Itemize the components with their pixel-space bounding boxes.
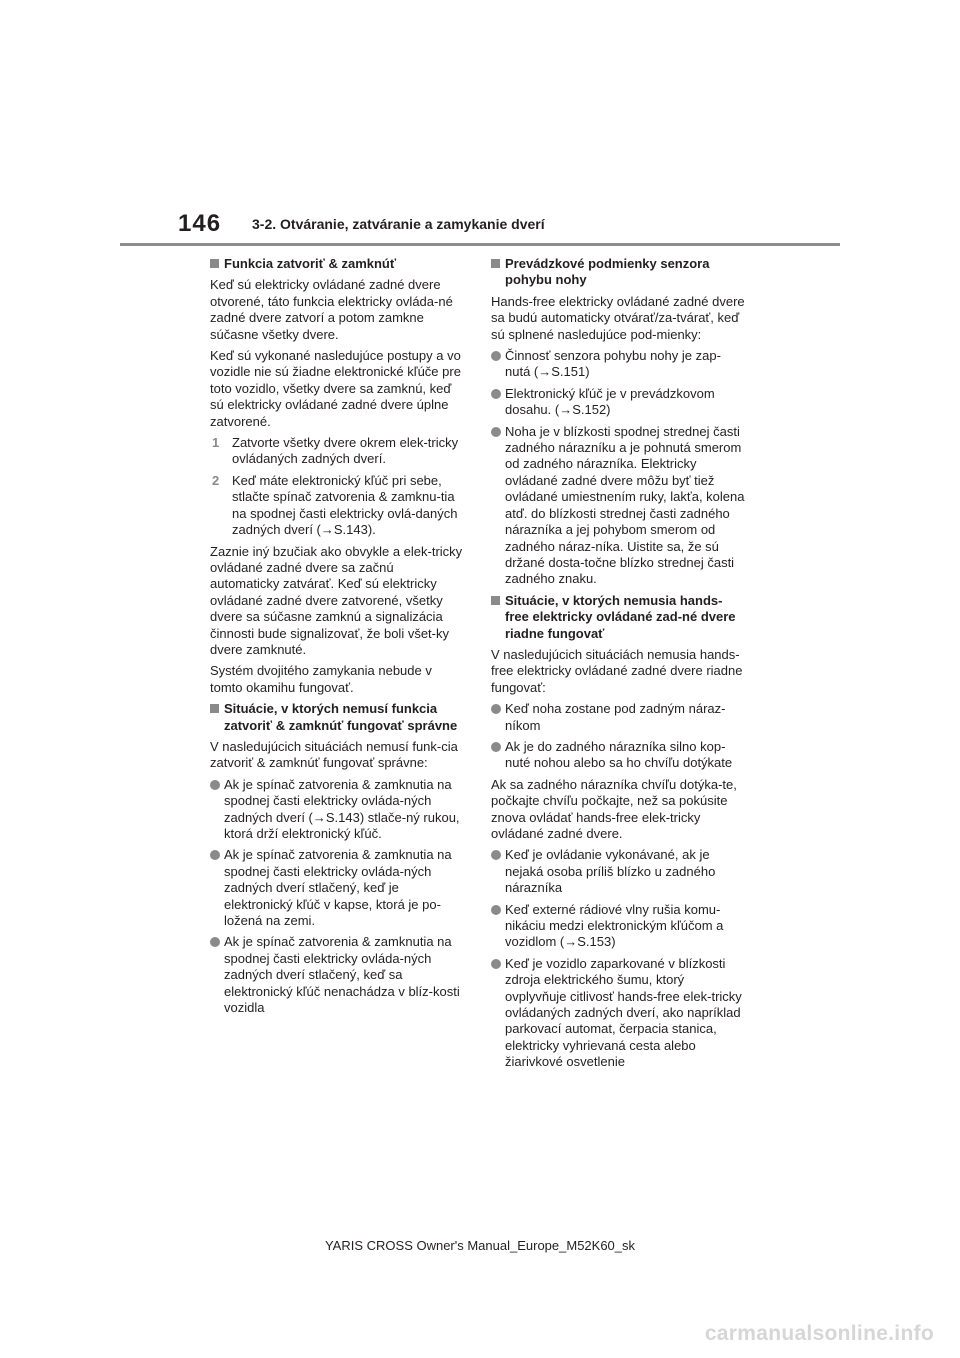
bullet-text: Činnosť senzora pohybu nohy je zap-nutá (→S.151)	[505, 348, 721, 380]
bullet-item	[210, 777, 465, 843]
paragraph: Keď sú elektricky ovládané zadné dvere otvorené, táto funkcia elektricky ovláda-né zadné dvere zatvorí a potom zamkne súčasne všetky dvere.	[210, 277, 453, 342]
square-bullet-icon	[210, 259, 219, 268]
bullet-item	[491, 847, 746, 896]
bullet-item	[491, 424, 746, 588]
bullet-item	[210, 847, 465, 929]
round-bullet-icon	[210, 850, 220, 860]
page-number: 146	[178, 210, 222, 237]
heading-text: Situácie, v ktorých nemusia hands-free elektricky ovládané zad-né dvere riadne fungovať	[505, 592, 736, 641]
round-bullet-icon	[210, 937, 220, 947]
bullet-text: Ak je spínač zatvorenia & zamknutia na spodnej časti elektricky ovláda-ných zadných dverí (→S.143) stlače-ný rukou, ktorá drží elektronický kľúč.	[224, 776, 460, 841]
step-number: 2	[212, 472, 220, 488]
header-divider	[120, 243, 840, 246]
step-number: 1	[212, 435, 220, 451]
round-bullet-icon	[210, 780, 220, 790]
square-bullet-icon	[210, 704, 219, 713]
step-text: Zatvorte všetky dvere okrem elek-tricky ovládaných zadných dverí.	[232, 435, 459, 467]
heading-text: Funkcia zatvoriť & zamknúť	[224, 256, 397, 271]
round-bullet-icon	[491, 905, 501, 915]
right-column	[491, 256, 746, 1076]
bullet-item	[491, 348, 746, 381]
heading-close-lock	[210, 256, 465, 272]
round-bullet-icon	[491, 742, 501, 752]
bullet-item	[491, 386, 746, 419]
bullet-text: Keď noha zostane pod zadným náraz-níkom	[505, 701, 726, 733]
bullet-text: Elektronický kľúč je v prevádzkovom dosahu. (→S.152)	[505, 385, 715, 418]
square-bullet-icon	[491, 259, 500, 268]
bullet-text: Keď je ovládanie vykonávané, ak je nejaká osoba príliš blízko u zadného nárazníka	[505, 847, 716, 896]
heading-foot-sensor-conditions	[491, 256, 746, 289]
bullet-item	[491, 902, 746, 951]
round-bullet-icon	[491, 959, 501, 969]
paragraph: Zaznie iný bzučiak ako obvykle a elek-tricky ovládané zadné dvere sa začnú automaticky zatvárať. Keď sú elektricky ovládané zadné dvere zatvorené, všetky dvere sa súčasne zamknú a signalizácia činnosti bude signalizovať, že boli všet-ky dvere zamknuté.	[210, 543, 463, 657]
square-bullet-icon	[491, 596, 500, 605]
step-text: Keď máte elektronický kľúč pri sebe, stlačte spínač zatvorenia & zamknu-tia na spodnej časti elektricky ovlá-daných zadných dverí (→S.143).	[232, 472, 458, 538]
bullet-text: Ak je spínač zatvorenia & zamknutia na spodnej časti elektricky ovláda-ných zadných dverí stlačený, keď sa elektronický kľúč nenachádza v blíz-kosti vozidla	[224, 934, 460, 1016]
paragraph: Hands-free elektricky ovládané zadné dvere sa budú automaticky otvárať/za-tvárať, keď sú splnené nasledujúce pod-mienky:	[491, 293, 745, 342]
paragraph: V nasledujúcich situáciách nemusí funk-cia zatvoriť & zamknúť fungovať správne:	[210, 738, 458, 771]
round-bullet-icon	[491, 850, 501, 860]
bullet-item	[491, 701, 746, 734]
paragraph: Ak sa zadného nárazníka chvíľu dotýka-te, počkajte chvíľu počkajte, než sa pokúsite znova ovládať hands-free elek-tricky ovládané zadné dvere.	[491, 776, 737, 841]
bullet-text: Noha je v blízkosti spodnej strednej časti zadného nárazníku a je pohnutá smerom od zadného nárazníka. Elektricky ovládané zadné dvere môžu byť tiež ovládané umiestnením ruky, lakťa, kolena atď. do blízkosti strednej časti zadného nárazníka a jej pohybom smerom od zadného náraz-níka. Uistite sa, že sú držané dosta-točne blízko strednej časti zadného znaku.	[505, 423, 745, 587]
step-item	[210, 435, 465, 468]
paragraph: Keď sú vykonané nasledujúce postupy a vo vozidle nie sú žiadne elektronické kľúče pre toto vozidlo, všetky dvere sa zamknú, keď sú elektricky ovládané zadné dvere úplne zatvorené.	[210, 348, 461, 429]
bullet-text: Ak je do zadného nárazníka silno kop-nuté nohou alebo sa ho chvíľu dotýkate	[505, 738, 733, 771]
heading-hands-free-situations	[491, 593, 746, 642]
watermark: carmanualsonline.info	[704, 1322, 934, 1345]
bullet-text: Keď externé rádiové vlny rušia komu-nikáciu medzi elektronickým kľúčom a vozidlom (→S.153)	[505, 901, 724, 950]
page-footer: YARIS CROSS Owner's Manual_Europe_M52K60_sk	[324, 1238, 636, 1253]
paragraph: Systém dvojitého zamykania nebude v tomto okamihu fungovať.	[210, 663, 432, 695]
round-bullet-icon	[491, 351, 501, 361]
heading-text: Prevádzkové podmienky senzora pohybu nohy	[505, 256, 710, 288]
bullet-item	[491, 956, 746, 1071]
round-bullet-icon	[491, 389, 501, 399]
heading-text: Situácie, v ktorých nemusí funkcia zatvoriť & zamknúť fungovať správne	[224, 701, 458, 733]
step-item	[210, 473, 465, 539]
section-title: 3-2. Otváranie, zatváranie a zamykanie dverí	[252, 216, 545, 232]
bullet-item	[210, 934, 465, 1016]
round-bullet-icon	[491, 704, 501, 714]
bullet-text: Ak je spínač zatvorenia & zamknutia na spodnej časti elektricky ovláda-ných zadných dverí stlačený, keď je elektronický kľúč v kapse, ktorá je po-ložená na zemi.	[224, 847, 452, 929]
bullet-item	[491, 739, 746, 772]
left-column	[210, 256, 465, 1021]
bullet-text: Keď je vozidlo zaparkované v blízkosti zdroja elektrického šumu, ktorý ovplyvňuje citlivosť hands-free elek-tricky ovládaných zadných dverí, ako napríklad parkovací automat, čerpacia stanica, elektricky vyhrievaná cesta alebo žiarivkové osvetlenie	[505, 955, 742, 1070]
round-bullet-icon	[491, 427, 501, 437]
paragraph: V nasledujúcich situáciách nemusia hands-free elektricky ovládané zadné dvere riadne fungovať:	[491, 646, 743, 695]
heading-close-lock-situations	[210, 701, 465, 734]
